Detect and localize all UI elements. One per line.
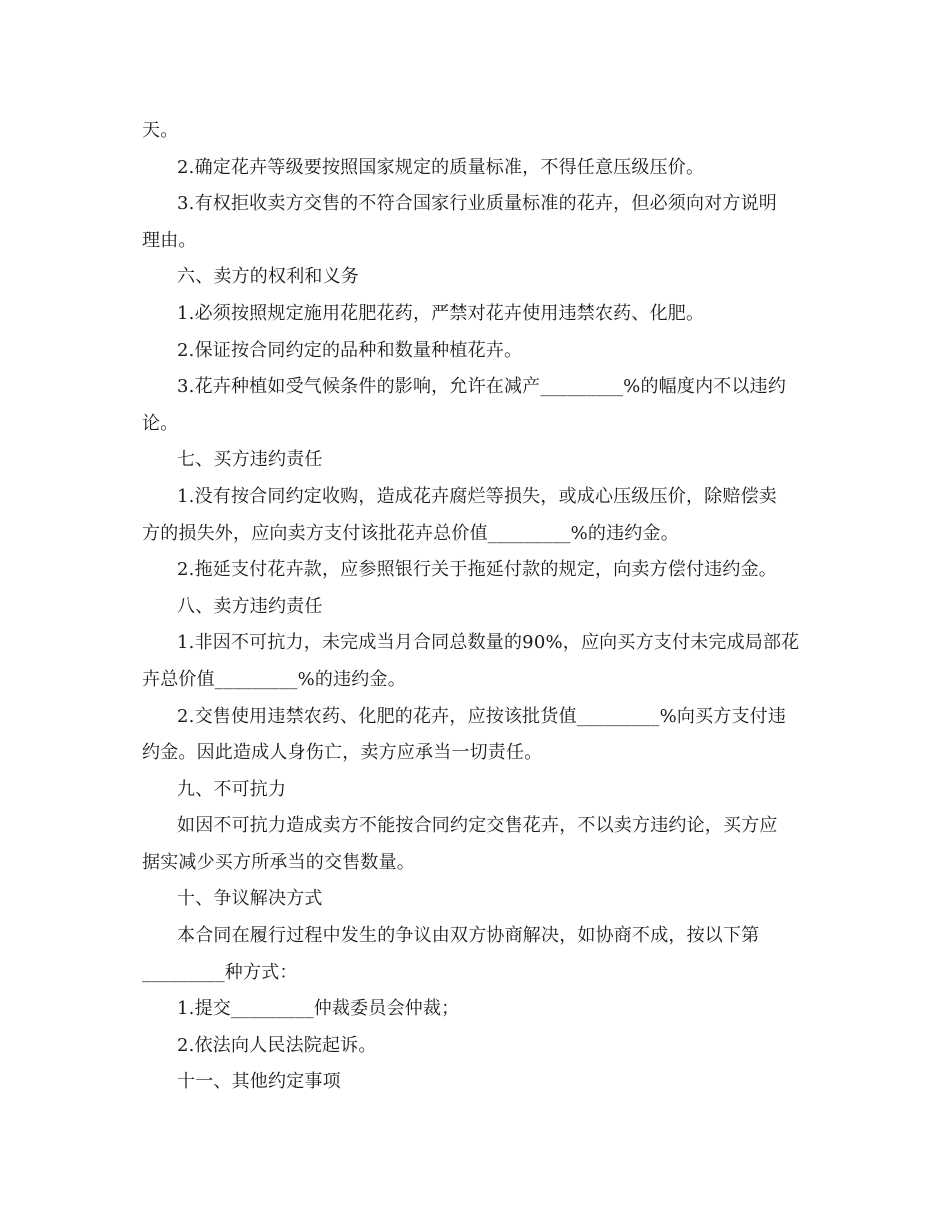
contract-line: 本合同在履行过程中发生的争议由双方协商解决，如协商不成，按以下第 xyxy=(177,925,760,947)
contract-line: 六、卖方的权利和义务 xyxy=(177,266,359,288)
contract-line: 1.提交_________仲裁委员会仲裁； xyxy=(177,998,460,1020)
contract-line: 2.依法向人民法院起诉。 xyxy=(177,1034,377,1056)
contract-line: 方的损失外，应向卖方支付该批花卉总价值_________%的违约金。 xyxy=(142,522,679,544)
contract-line: 2.保证按合同约定的品种和数量种植花卉。 xyxy=(177,339,523,361)
contract-line: 3.有权拒收卖方交售的不符合国家行业质量标准的花卉，但必须向对方说明 xyxy=(177,193,777,215)
contract-line: 2.确定花卉等级要按照国家规定的质量标准，不得任意压级压价。 xyxy=(177,156,705,178)
contract-line: 理由。 xyxy=(142,229,197,251)
contract-line: 论。 xyxy=(142,412,179,434)
contract-line: 1.没有按合同约定收购，造成花卉腐烂等损失，或成心压级压价，除赔偿卖 xyxy=(177,485,777,507)
contract-line: 据实减少买方所承当的交售数量。 xyxy=(142,851,415,873)
contract-line: 1.非因不可抗力，未完成当月合同总数量的90%，应向买方支付未完成局部花 xyxy=(177,632,800,654)
contract-line: 1.必须按照规定施用花肥花药，严禁对花卉使用违禁农药、化肥。 xyxy=(177,302,705,324)
contract-line: 如因不可抗力造成卖方不能按合同约定交售花卉，不以卖方违约论，买方应 xyxy=(177,815,778,837)
contract-line: _________种方式： xyxy=(142,961,298,983)
contract-line: 九、不可抗力 xyxy=(177,778,287,800)
contract-line: 天。 xyxy=(142,120,179,141)
contract-line: 八、卖方违约责任 xyxy=(177,595,323,617)
contract-line: 约金。因此造成人身伤亡，卖方应承当一切责任。 xyxy=(142,742,543,764)
contract-line: 2.交售使用违禁农药、化肥的花卉，应按该批货值_________%向买方支付违 xyxy=(177,705,787,727)
contract-line: 十一、其他约定事项 xyxy=(177,1071,341,1093)
contract-line: 2.拖延支付花卉款，应参照银行关于拖延付款的规定，向卖方偿付违约金。 xyxy=(177,559,777,581)
contract-line: 七、买方违约责任 xyxy=(177,449,323,471)
contract-line: 十、争议解决方式 xyxy=(177,888,323,910)
contract-line: 3.花卉种植如受气候条件的影响，允许在减产_________%的幅度内不以违约 xyxy=(177,376,787,398)
contract-body xyxy=(142,113,810,1101)
contract-line: 卉总价值_________%的违约金。 xyxy=(142,668,406,690)
